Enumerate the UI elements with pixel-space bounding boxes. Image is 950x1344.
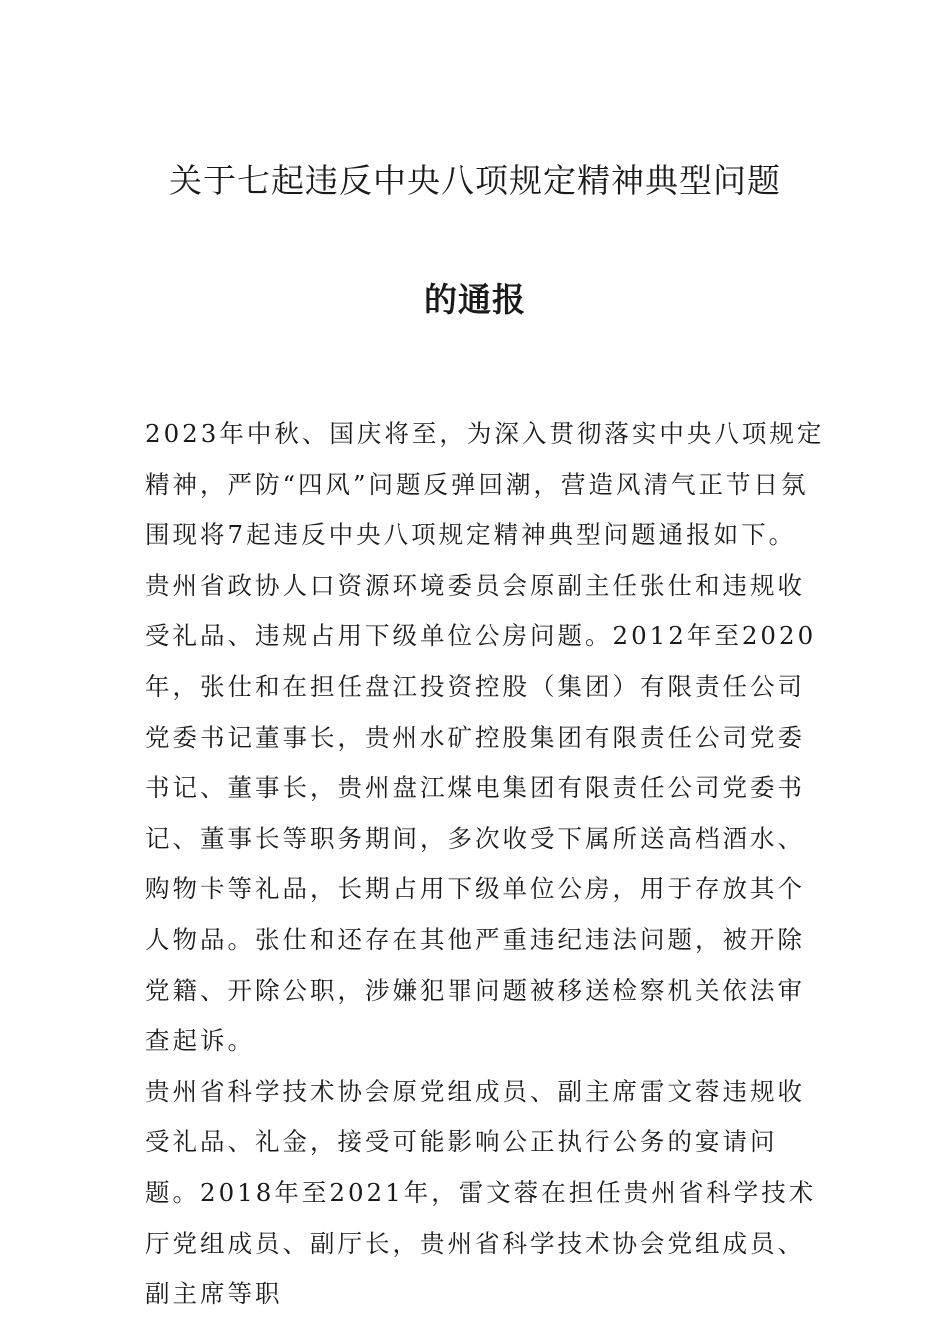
document-body — [145, 409, 825, 1320]
document-title-line-1: 关于七起违反中央八项规定精神典型问题 — [169, 161, 781, 200]
document-title-line-2: 的通报 — [424, 280, 526, 319]
paragraph-case-lei-wenrong: 贵州省科学技术协会原党组成员、副主席雷文蓉违规收受礼品、礼金，接受可能影响公正执行公务的宴请问题。2018年至2021年，雷文蓉在担任贵州省科学技术厅党组成员、副厅长，贵州省科学技术协会党组成员、副主席等职 — [145, 1076, 817, 1309]
paragraph-case-zhang-shihe: 贵州省政协人口资源环境委员会原副主任张仕和违规收受礼品、违规占用下级单位公房问题。2012年至2020年，张仕和在担任盘江投资控股（集团）有限责任公司党委书记董事长，贵州水矿控股集团有限责任公司党委书记、董事长，贵州盘江煤电集团有限责任公司党委书记、董事长等职务期间，多次收受下属所送高档酒水、购物卡等礼品，长期占用下级单位公房，用于存放其个人物品。张仕和还存在其他严重违纪违法问题，被开除党籍、开除公职，涉嫌犯罪问题被移送检察机关依法审查起诉。 — [145, 570, 817, 1056]
paragraph-intro: 2023年中秋、国庆将至，为深入贯彻落实中央八项规定精神，严防“四风”问题反弹回潮，营造风清气正节日氛围现将7起违反中央八项规定精神典型问题通报如下。 — [145, 419, 825, 550]
